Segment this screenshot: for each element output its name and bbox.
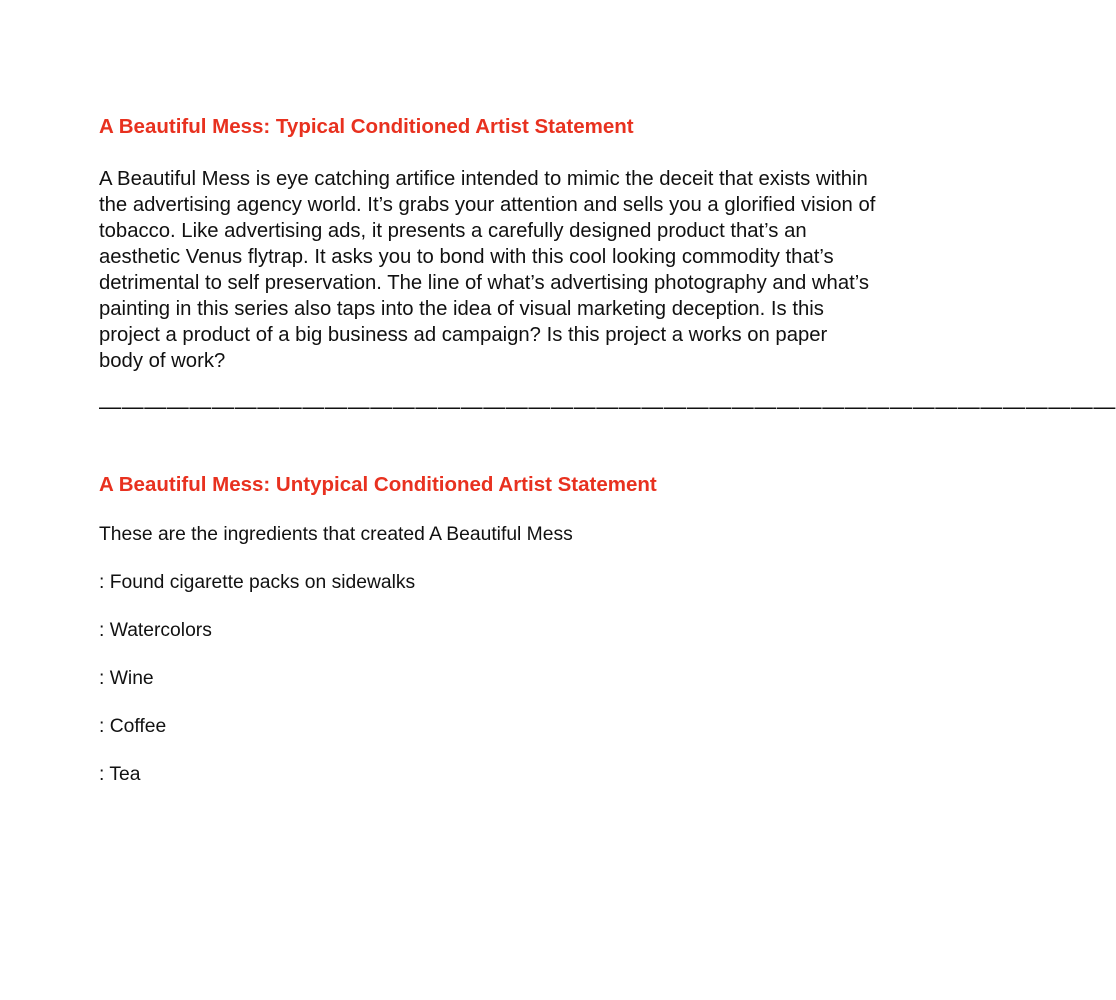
statement-line: aesthetic Venus flytrap. It asks you to bond with this cool looking commodity that’s [99,246,834,268]
untypical-statement-heading: A Beautiful Mess: Untypical Conditioned Artist Statement [99,473,657,496]
statement-line: detrimental to self preservation. The line of what’s advertising photography and what’s [99,272,870,294]
statement-line: the advertising agency world. It’s grabs your attention and sells you a glorified vision of [99,194,876,216]
statement-line: body of work? [99,350,226,372]
ingredient-item: : Found cigarette packs on sidewalks [99,572,416,593]
typical-statement-heading: A Beautiful Mess: Typical Conditioned Artist Statement [99,115,634,138]
typical-statement-body [99,166,969,374]
statement-line: painting in this series also taps into the idea of visual marketing deception. Is this [99,298,824,320]
ingredient-item: : Tea [99,764,141,785]
section-divider: ————————————————————————————————————————————— [99,394,1116,419]
statement-line: tobacco. Like advertising ads, it presents a carefully designed product that’s an [99,220,807,242]
statement-line: project a product of a big business ad campaign? Is this project a works on paper [99,324,828,346]
ingredients-intro: These are the ingredients that created A Beautiful Mess [99,524,573,545]
ingredient-item: : Watercolors [99,620,212,641]
ingredient-item: : Wine [99,668,154,689]
ingredients-list [99,571,415,811]
statement-line: A Beautiful Mess is eye catching artifice intended to mimic the deceit that exists within [99,168,868,190]
ingredient-item: : Coffee [99,716,167,737]
